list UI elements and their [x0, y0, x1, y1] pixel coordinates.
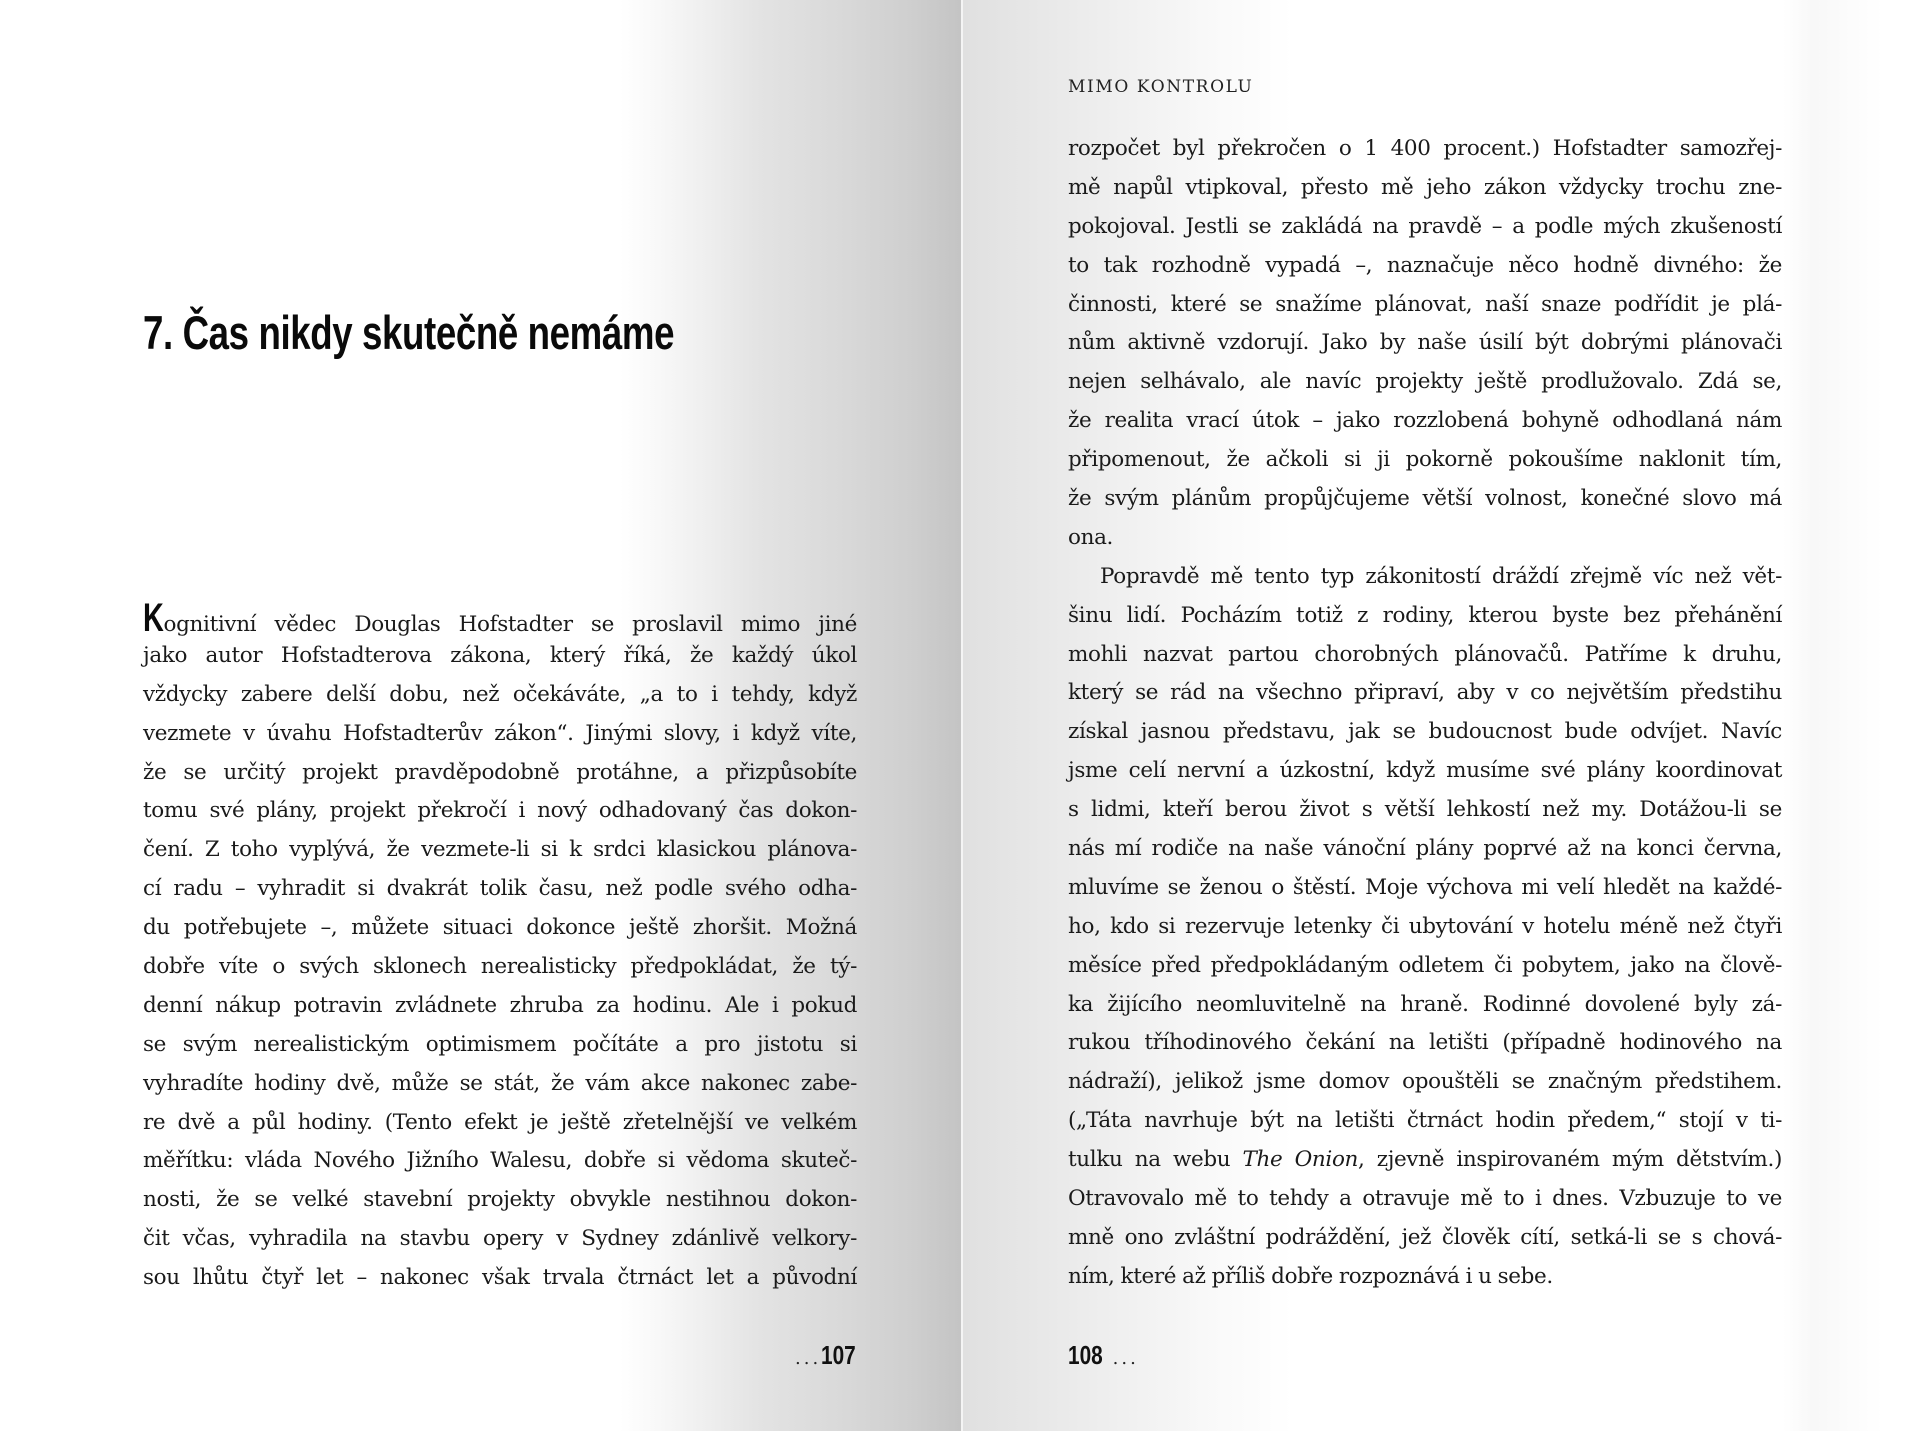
text-line: že realita vrací útok – jako rozzlobená bohyně odhodlaná nám	[1068, 408, 1782, 434]
text-line: který se rád na všechno připraví, aby v co největším předstihu	[1068, 680, 1782, 706]
text-line: to tak rozhodně vypadá –, naznačuje něco hodně divného: že	[1068, 252, 1782, 278]
text-line: nádraží), jelikož jsme domov opouštěli se značným předstihem.	[1068, 1069, 1782, 1095]
folio-number: 107	[821, 1340, 856, 1370]
page-number-left	[795, 1340, 865, 1371]
text-line: čit včas, vyhradila na stavbu opery v Sydney zdánlivě velkory-	[143, 1226, 857, 1252]
text-line: („Táta navrhuje být na letišti čtrnáct hodin předem,“ stojí v ti-	[1068, 1108, 1782, 1134]
text-line: mě napůl vtipkoval, přesto mě jeho zákon vždycky trochu zne-	[1068, 174, 1782, 200]
text-line: nejen selhávalo, ale navíc projekty ještě prodlužovalo. Zdá se,	[1068, 369, 1782, 395]
text-line: se svým nerealistickým optimismem počítáte a pro jistotu si	[143, 1031, 857, 1057]
text-line: jako autor Hofstadterova zákona, který říká, že každý úkol	[143, 642, 857, 668]
left-page	[0, 0, 961, 1431]
text-line: nům aktivně vzdorují. Jako by naše úsilí být dobrými plánovači	[1068, 330, 1782, 356]
text-line: mně ono zvláštní podráždění, jež člověk cítí, setká-li se s chová-	[1068, 1224, 1782, 1250]
text-line: vezmete v úvahu Hofstadterův zákon“. Jinými slovy, i když víte,	[143, 720, 857, 746]
text-line: ním, které až příliš dobře rozpoznává i u sebe.	[1068, 1263, 1553, 1289]
right-page	[963, 0, 1923, 1431]
chapter-title: 7. Čas nikdy skutečně nemáme	[143, 306, 675, 359]
running-head: MIMO KONTROLU	[1068, 77, 1254, 97]
text-line: nosti, že se velké stavební projekty obvykle nestihnou dokon-	[143, 1187, 857, 1213]
text-line: du potřebujete –, můžete situaci dokonce ještě zhoršit. Možná	[143, 915, 857, 941]
text-line: získal jasnou představu, jak se budoucnost bude odvíjet. Navíc	[1068, 719, 1782, 745]
italic-title: The Onion	[1242, 1147, 1359, 1173]
folio-dots: ...	[1112, 1348, 1139, 1369]
text-line: s lidmi, kteří berou život s větší lehkostí než my. Dotážou-li se	[1068, 797, 1782, 823]
text-line: čení. Z toho vyplývá, že vezmete-li si k srdci klasickou plánova-	[143, 837, 857, 863]
text-line: šinu lidí. Pocházím totiž z rodiny, kterou byste bez přehánění	[1068, 602, 1782, 628]
text-line: rukou tříhodinového čekání na letišti (případně hodinového na	[1068, 1030, 1782, 1056]
text-line: re dvě a půl hodiny. (Tento efekt je ještě zřetelnější ve velkém	[143, 1109, 857, 1135]
text-line: Kognitivní vědec Douglas Hofstadter se proslavil mimo jiné	[143, 596, 857, 640]
text-line: mluvíme se ženou o štěstí. Moje výchova mi velí hledět na každé-	[1068, 874, 1782, 900]
page-number-right	[1068, 1340, 1139, 1371]
text-line-paragraph-start: Popravdě mě tento typ zákonitostí dráždí zřejmě víc než vět-	[1100, 563, 1782, 589]
text-line: denní nákup potravin zvládnete zhruba za hodinu. Ale i pokud	[143, 992, 857, 1018]
text-line: ka žijícího neomluvitelně na hraně. Rodinné dovolené byly zá-	[1068, 991, 1782, 1017]
text-line: měsíce před předpokládaným odletem či pobytem, jako na člově-	[1068, 952, 1782, 978]
text-line: tomu své plány, projekt překročí i nový odhadovaný čas dokon-	[143, 798, 857, 824]
text-line: dobře víte o svých sklonech nerealisticky předpokládat, že tý-	[143, 954, 857, 980]
folio-dots: ...	[795, 1348, 822, 1369]
text-line: že se určitý projekt pravděpodobně protáhne, a přizpůsobíte	[143, 759, 857, 785]
right-page-body	[1068, 130, 1782, 1297]
text-line: cí radu – vyhradit si dvakrát tolik času, než podle svého odha-	[143, 876, 857, 902]
text-line: Otravovalo mě to tehdy a otravuje mě to i dnes. Vzbuzuje to ve	[1068, 1186, 1782, 1212]
text-line: činnosti, které se snažíme plánovat, naší snaze podřídit je plá-	[1068, 291, 1782, 317]
drop-cap: K	[143, 596, 164, 640]
text-line: mohli nazvat partou chorobných plánovačů. Patříme k druhu,	[1068, 641, 1782, 667]
text-line: měřítku: vláda Nového Jižního Walesu, dobře si vědoma skuteč-	[143, 1148, 857, 1174]
text-line: nás mí rodiče na naše vánoční plány poprvé až na konci června,	[1068, 836, 1782, 862]
text-line: tulku na webu The Onion, zjevně inspirovaném mým dětstvím.)	[1068, 1147, 1782, 1173]
text-line: vyhradíte hodiny dvě, může se stát, že vám akce nakonec zabe-	[143, 1070, 857, 1096]
text-line: připomenout, že ačkoli si ji pokorně pokoušíme naklonit tím,	[1068, 447, 1782, 473]
text-line: pokojoval. Jestli se zakládá na pravdě – a podle mých zkušeností	[1068, 213, 1782, 239]
text-line: jsme celí nervní a úzkostní, když musíme své plány koordinovat	[1068, 758, 1782, 784]
folio-number: 108	[1068, 1340, 1103, 1370]
text-line: že svým plánům propůjčujeme větší volnost, konečné slovo má	[1068, 486, 1782, 512]
text-line: ona.	[1068, 524, 1114, 550]
text-line: ho, kdo si rezervuje letenky či ubytování v hotelu méně než čtyři	[1068, 913, 1782, 939]
text-line: rozpočet byl překročen o 1 400 procent.) Hofstadter samozřej-	[1068, 136, 1782, 161]
text-line: sou lhůtu čtyř let – nakonec však trvala čtrnáct let a původní	[143, 1265, 857, 1291]
text-line: vždycky zabere delší dobu, než očekáváte, „a to i tehdy, když	[143, 681, 857, 707]
left-page-body	[143, 598, 857, 1298]
